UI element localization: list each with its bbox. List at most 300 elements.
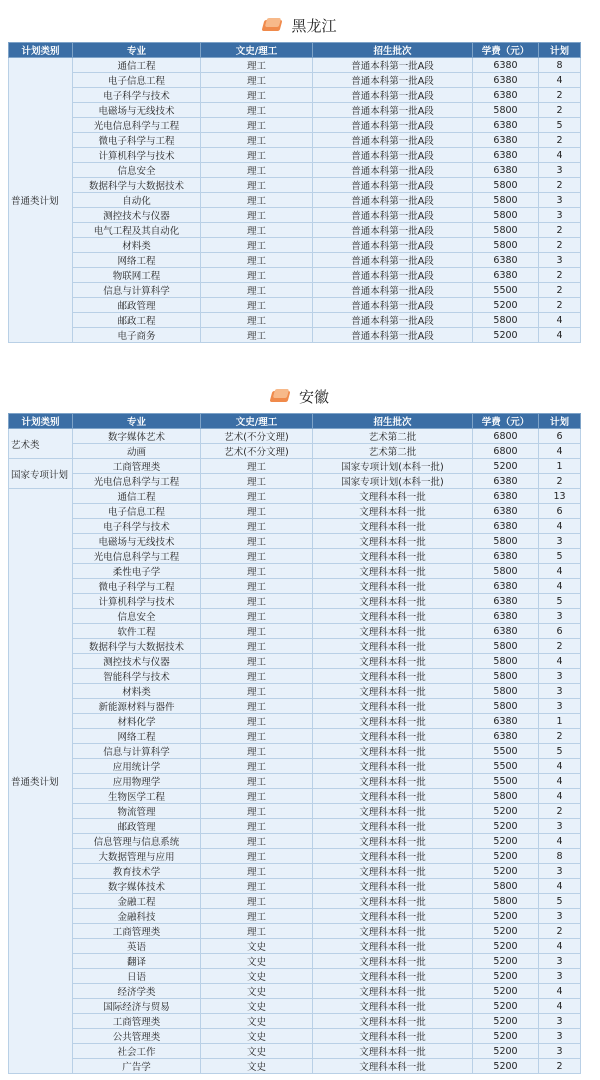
track-cell: 理工 [201, 909, 313, 924]
column-header: 文史/理工 [201, 43, 313, 58]
batch-cell: 文理科本科一批 [313, 489, 473, 504]
table-row [9, 984, 581, 999]
table-row [9, 879, 581, 894]
batch-cell: 文理科本科一批 [313, 879, 473, 894]
major-cell: 测控技术与仪器 [73, 654, 201, 669]
track-cell: 理工 [201, 148, 313, 163]
table-row [9, 894, 581, 909]
quota-cell: 3 [539, 163, 581, 178]
column-header: 计划类别 [9, 43, 73, 58]
tuition-cell: 5800 [473, 178, 539, 193]
tuition-cell: 5800 [473, 699, 539, 714]
tuition-cell: 5200 [473, 298, 539, 313]
major-cell: 英语 [73, 939, 201, 954]
quota-cell: 4 [539, 834, 581, 849]
major-cell: 教育技术学 [73, 864, 201, 879]
major-cell: 电子信息工程 [73, 504, 201, 519]
tuition-cell: 5800 [473, 103, 539, 118]
section-title [0, 379, 600, 413]
batch-cell: 普通本科第一批A段 [313, 208, 473, 223]
major-cell: 数字媒体艺术 [73, 429, 201, 444]
major-cell: 社会工作 [73, 1044, 201, 1059]
column-header: 文史/理工 [201, 414, 313, 429]
quota-cell: 4 [539, 579, 581, 594]
quota-cell: 4 [539, 879, 581, 894]
table-row [9, 313, 581, 328]
table-row [9, 549, 581, 564]
track-cell: 理工 [201, 328, 313, 343]
track-cell: 理工 [201, 849, 313, 864]
track-cell: 文史 [201, 999, 313, 1014]
table-row [9, 669, 581, 684]
batch-cell: 文理科本科一批 [313, 609, 473, 624]
batch-cell: 文理科本科一批 [313, 669, 473, 684]
table-row [9, 594, 581, 609]
table-row [9, 744, 581, 759]
quota-cell: 8 [539, 849, 581, 864]
table-row [9, 729, 581, 744]
batch-cell: 普通本科第一批A段 [313, 238, 473, 253]
major-cell: 电磁场与无线技术 [73, 103, 201, 118]
major-cell: 测控技术与仪器 [73, 208, 201, 223]
track-cell: 理工 [201, 774, 313, 789]
track-cell: 理工 [201, 459, 313, 474]
table-row [9, 954, 581, 969]
batch-cell: 文理科本科一批 [313, 894, 473, 909]
tuition-cell: 5200 [473, 834, 539, 849]
quota-cell: 2 [539, 238, 581, 253]
batch-cell: 文理科本科一批 [313, 954, 473, 969]
tuition-cell: 5800 [473, 238, 539, 253]
quota-cell: 3 [539, 864, 581, 879]
tuition-cell: 6380 [473, 268, 539, 283]
table-row [9, 1059, 581, 1074]
major-cell: 工商管理类 [73, 1014, 201, 1029]
batch-cell: 普通本科第一批A段 [313, 193, 473, 208]
major-cell: 自动化 [73, 193, 201, 208]
quota-cell: 13 [539, 489, 581, 504]
batch-cell: 普通本科第一批A段 [313, 268, 473, 283]
batch-cell: 文理科本科一批 [313, 849, 473, 864]
track-cell: 理工 [201, 193, 313, 208]
column-header: 计划类别 [9, 414, 73, 429]
tuition-cell: 5800 [473, 208, 539, 223]
tuition-cell: 5800 [473, 654, 539, 669]
batch-cell: 文理科本科一批 [313, 1059, 473, 1074]
major-cell: 通信工程 [73, 58, 201, 73]
tuition-cell: 5800 [473, 669, 539, 684]
quota-cell: 6 [539, 429, 581, 444]
tuition-cell: 5200 [473, 1029, 539, 1044]
major-cell: 电气工程及其自动化 [73, 223, 201, 238]
table-row [9, 328, 581, 343]
major-cell: 网络工程 [73, 253, 201, 268]
quota-cell: 3 [539, 909, 581, 924]
batch-cell: 国家专项计划(本科一批) [313, 459, 473, 474]
tuition-cell: 6380 [473, 73, 539, 88]
table-row [9, 103, 581, 118]
track-cell: 理工 [201, 714, 313, 729]
major-cell: 电子信息工程 [73, 73, 201, 88]
major-cell: 邮政管理 [73, 298, 201, 313]
table-row [9, 178, 581, 193]
batch-cell: 文理科本科一批 [313, 759, 473, 774]
tuition-cell: 5800 [473, 223, 539, 238]
quota-cell: 2 [539, 729, 581, 744]
quota-cell: 2 [539, 88, 581, 103]
batch-cell: 文理科本科一批 [313, 834, 473, 849]
quota-cell: 4 [539, 564, 581, 579]
track-cell: 理工 [201, 163, 313, 178]
major-cell: 信息与计算科学 [73, 744, 201, 759]
table-row [9, 208, 581, 223]
major-cell: 应用统计学 [73, 759, 201, 774]
track-cell: 艺术(不分文理) [201, 444, 313, 459]
major-cell: 软件工程 [73, 624, 201, 639]
tuition-cell: 5500 [473, 283, 539, 298]
track-cell: 艺术(不分文理) [201, 429, 313, 444]
quota-cell: 4 [539, 984, 581, 999]
table-row [9, 819, 581, 834]
table-row [9, 58, 581, 73]
major-cell: 光电信息科学与工程 [73, 474, 201, 489]
batch-cell: 普通本科第一批A段 [313, 73, 473, 88]
quota-cell: 4 [539, 939, 581, 954]
track-cell: 理工 [201, 474, 313, 489]
tuition-cell: 6380 [473, 148, 539, 163]
major-cell: 材料化学 [73, 714, 201, 729]
quota-cell: 3 [539, 699, 581, 714]
major-cell: 邮政工程 [73, 313, 201, 328]
table-row [9, 193, 581, 208]
batch-cell: 文理科本科一批 [313, 594, 473, 609]
batch-cell: 普通本科第一批A段 [313, 313, 473, 328]
table-row [9, 804, 581, 819]
major-cell: 电子商务 [73, 328, 201, 343]
major-cell: 信息管理与信息系统 [73, 834, 201, 849]
track-cell: 理工 [201, 894, 313, 909]
batch-cell: 普通本科第一批A段 [313, 178, 473, 193]
table-row [9, 864, 581, 879]
batch-cell: 文理科本科一批 [313, 714, 473, 729]
table-row [9, 639, 581, 654]
track-cell: 理工 [201, 624, 313, 639]
table-row [9, 73, 581, 88]
batch-cell: 文理科本科一批 [313, 804, 473, 819]
tuition-cell: 5800 [473, 894, 539, 909]
table-row [9, 519, 581, 534]
quota-cell: 4 [539, 654, 581, 669]
track-cell: 文史 [201, 1014, 313, 1029]
quota-cell: 4 [539, 313, 581, 328]
track-cell: 理工 [201, 268, 313, 283]
quota-cell: 2 [539, 474, 581, 489]
table-row [9, 118, 581, 133]
tuition-cell: 6380 [473, 504, 539, 519]
track-cell: 理工 [201, 118, 313, 133]
track-cell: 理工 [201, 489, 313, 504]
batch-cell: 普通本科第一批A段 [313, 298, 473, 313]
table-row [9, 579, 581, 594]
quota-cell: 4 [539, 444, 581, 459]
table-row [9, 223, 581, 238]
batch-cell: 普通本科第一批A段 [313, 223, 473, 238]
table-row [9, 849, 581, 864]
major-cell: 数据科学与大数据技术 [73, 178, 201, 193]
tuition-cell: 6380 [473, 253, 539, 268]
table-row [9, 999, 581, 1014]
major-cell: 电子科学与技术 [73, 88, 201, 103]
major-cell: 光电信息科学与工程 [73, 549, 201, 564]
batch-cell: 文理科本科一批 [313, 684, 473, 699]
quota-cell: 4 [539, 759, 581, 774]
table-row [9, 684, 581, 699]
batch-cell: 文理科本科一批 [313, 549, 473, 564]
section-title-text: 黑龙江 [291, 16, 337, 35]
tuition-cell: 5200 [473, 924, 539, 939]
track-cell: 理工 [201, 58, 313, 73]
quota-cell: 2 [539, 103, 581, 118]
track-cell: 理工 [201, 669, 313, 684]
batch-cell: 文理科本科一批 [313, 939, 473, 954]
track-cell: 理工 [201, 253, 313, 268]
quota-cell: 1 [539, 459, 581, 474]
quota-cell: 2 [539, 268, 581, 283]
tuition-cell: 5800 [473, 684, 539, 699]
tuition-cell: 5200 [473, 1014, 539, 1029]
track-cell: 理工 [201, 834, 313, 849]
track-cell: 理工 [201, 864, 313, 879]
book-icon [263, 18, 283, 32]
batch-cell: 文理科本科一批 [313, 819, 473, 834]
batch-cell: 文理科本科一批 [313, 519, 473, 534]
table-row [9, 969, 581, 984]
batch-cell: 普通本科第一批A段 [313, 328, 473, 343]
quota-cell: 5 [539, 118, 581, 133]
track-cell: 理工 [201, 654, 313, 669]
batch-cell: 文理科本科一批 [313, 984, 473, 999]
tuition-cell: 6380 [473, 88, 539, 103]
track-cell: 理工 [201, 879, 313, 894]
track-cell: 理工 [201, 73, 313, 88]
track-cell: 理工 [201, 804, 313, 819]
quota-cell: 2 [539, 1059, 581, 1074]
track-cell: 理工 [201, 549, 313, 564]
track-cell: 理工 [201, 313, 313, 328]
tuition-cell: 5800 [473, 789, 539, 804]
quota-cell: 2 [539, 223, 581, 238]
quota-cell: 3 [539, 534, 581, 549]
batch-cell: 普通本科第一批A段 [313, 118, 473, 133]
tuition-cell: 5200 [473, 939, 539, 954]
plan-category-cell: 国家专项计划 [9, 459, 73, 489]
batch-cell: 文理科本科一批 [313, 729, 473, 744]
tuition-cell: 6380 [473, 594, 539, 609]
batch-cell: 普通本科第一批A段 [313, 58, 473, 73]
table-row [9, 1029, 581, 1044]
quota-cell: 3 [539, 684, 581, 699]
quota-cell: 3 [539, 819, 581, 834]
province-section [0, 8, 600, 343]
major-cell: 柔性电子学 [73, 564, 201, 579]
table-row [9, 504, 581, 519]
tuition-cell: 6380 [473, 133, 539, 148]
batch-cell: 艺术第二批 [313, 429, 473, 444]
table-row [9, 789, 581, 804]
table-row [9, 1044, 581, 1059]
quota-cell: 3 [539, 669, 581, 684]
batch-cell: 艺术第二批 [313, 444, 473, 459]
batch-cell: 普通本科第一批A段 [313, 163, 473, 178]
major-cell: 公共管理类 [73, 1029, 201, 1044]
batch-cell: 文理科本科一批 [313, 744, 473, 759]
tuition-cell: 5800 [473, 534, 539, 549]
plan-category-cell: 艺术类 [9, 429, 73, 459]
major-cell: 计算机科学与技术 [73, 594, 201, 609]
major-cell: 广告学 [73, 1059, 201, 1074]
book-icon [271, 389, 291, 403]
track-cell: 理工 [201, 534, 313, 549]
quota-cell: 4 [539, 328, 581, 343]
tuition-cell: 6800 [473, 429, 539, 444]
quota-cell: 6 [539, 624, 581, 639]
track-cell: 理工 [201, 519, 313, 534]
batch-cell: 文理科本科一批 [313, 1044, 473, 1059]
major-cell: 国际经济与贸易 [73, 999, 201, 1014]
track-cell: 理工 [201, 223, 313, 238]
major-cell: 工商管理类 [73, 459, 201, 474]
quota-cell: 3 [539, 969, 581, 984]
tuition-cell: 6380 [473, 519, 539, 534]
table-row [9, 253, 581, 268]
province-section [0, 379, 600, 1074]
major-cell: 网络工程 [73, 729, 201, 744]
major-cell: 生物医学工程 [73, 789, 201, 804]
table-row [9, 834, 581, 849]
batch-cell: 普通本科第一批A段 [313, 283, 473, 298]
tuition-cell: 6380 [473, 624, 539, 639]
table-row [9, 163, 581, 178]
major-cell: 微电子科学与工程 [73, 579, 201, 594]
track-cell: 理工 [201, 594, 313, 609]
quota-cell: 1 [539, 714, 581, 729]
tuition-cell: 5800 [473, 313, 539, 328]
tuition-cell: 5200 [473, 954, 539, 969]
tuition-cell: 5200 [473, 804, 539, 819]
track-cell: 理工 [201, 504, 313, 519]
quota-cell: 5 [539, 744, 581, 759]
track-cell: 理工 [201, 789, 313, 804]
track-cell: 理工 [201, 88, 313, 103]
table-row [9, 148, 581, 163]
batch-cell: 文理科本科一批 [313, 999, 473, 1014]
quota-cell: 4 [539, 148, 581, 163]
major-cell: 电磁场与无线技术 [73, 534, 201, 549]
track-cell: 理工 [201, 759, 313, 774]
tuition-cell: 6380 [473, 58, 539, 73]
track-cell: 理工 [201, 208, 313, 223]
major-cell: 数字媒体技术 [73, 879, 201, 894]
tuition-cell: 5200 [473, 849, 539, 864]
track-cell: 理工 [201, 639, 313, 654]
batch-cell: 文理科本科一批 [313, 789, 473, 804]
major-cell: 计算机科学与技术 [73, 148, 201, 163]
major-cell: 工商管理类 [73, 924, 201, 939]
major-cell: 大数据管理与应用 [73, 849, 201, 864]
quota-cell: 8 [539, 58, 581, 73]
batch-cell: 文理科本科一批 [313, 909, 473, 924]
batch-cell: 文理科本科一批 [313, 564, 473, 579]
column-header: 专业 [73, 43, 201, 58]
column-header: 学费（元） [473, 414, 539, 429]
table-row [9, 714, 581, 729]
table-row [9, 924, 581, 939]
tuition-cell: 5200 [473, 969, 539, 984]
major-cell: 信息安全 [73, 163, 201, 178]
quota-cell: 4 [539, 789, 581, 804]
tuition-cell: 6380 [473, 549, 539, 564]
batch-cell: 文理科本科一批 [313, 774, 473, 789]
quota-cell: 2 [539, 804, 581, 819]
column-header: 计划 [539, 414, 581, 429]
quota-cell: 4 [539, 999, 581, 1014]
tuition-cell: 5800 [473, 193, 539, 208]
table-row [9, 609, 581, 624]
section-title [0, 8, 600, 42]
tuition-cell: 6380 [473, 474, 539, 489]
tuition-cell: 6380 [473, 163, 539, 178]
major-cell: 经济学类 [73, 984, 201, 999]
batch-cell: 文理科本科一批 [313, 534, 473, 549]
major-cell: 动画 [73, 444, 201, 459]
batch-cell: 文理科本科一批 [313, 969, 473, 984]
track-cell: 文史 [201, 1059, 313, 1074]
tuition-cell: 5800 [473, 879, 539, 894]
table-row [9, 298, 581, 313]
table-row [9, 459, 581, 474]
major-cell: 信息与计算科学 [73, 283, 201, 298]
major-cell: 数据科学与大数据技术 [73, 639, 201, 654]
plan-category-cell: 普通类计划 [9, 489, 73, 1074]
batch-cell: 国家专项计划(本科一批) [313, 474, 473, 489]
tuition-cell: 5800 [473, 639, 539, 654]
quota-cell: 3 [539, 1044, 581, 1059]
quota-cell: 2 [539, 298, 581, 313]
quota-cell: 3 [539, 253, 581, 268]
tuition-cell: 5200 [473, 1059, 539, 1074]
tuition-cell: 5200 [473, 328, 539, 343]
tuition-cell: 5200 [473, 909, 539, 924]
track-cell: 理工 [201, 178, 313, 193]
tuition-cell: 5200 [473, 459, 539, 474]
table-row [9, 88, 581, 103]
table-row [9, 759, 581, 774]
plan-category-cell: 普通类计划 [9, 58, 73, 343]
track-cell: 理工 [201, 103, 313, 118]
table-header-row [9, 414, 581, 429]
section-title-text: 安徽 [298, 387, 329, 406]
track-cell: 理工 [201, 238, 313, 253]
major-cell: 金融工程 [73, 894, 201, 909]
track-cell: 文史 [201, 954, 313, 969]
major-cell: 邮政管理 [73, 819, 201, 834]
major-cell: 金融科技 [73, 909, 201, 924]
quota-cell: 2 [539, 178, 581, 193]
track-cell: 理工 [201, 609, 313, 624]
table-row [9, 283, 581, 298]
quota-cell: 4 [539, 519, 581, 534]
track-cell: 理工 [201, 579, 313, 594]
